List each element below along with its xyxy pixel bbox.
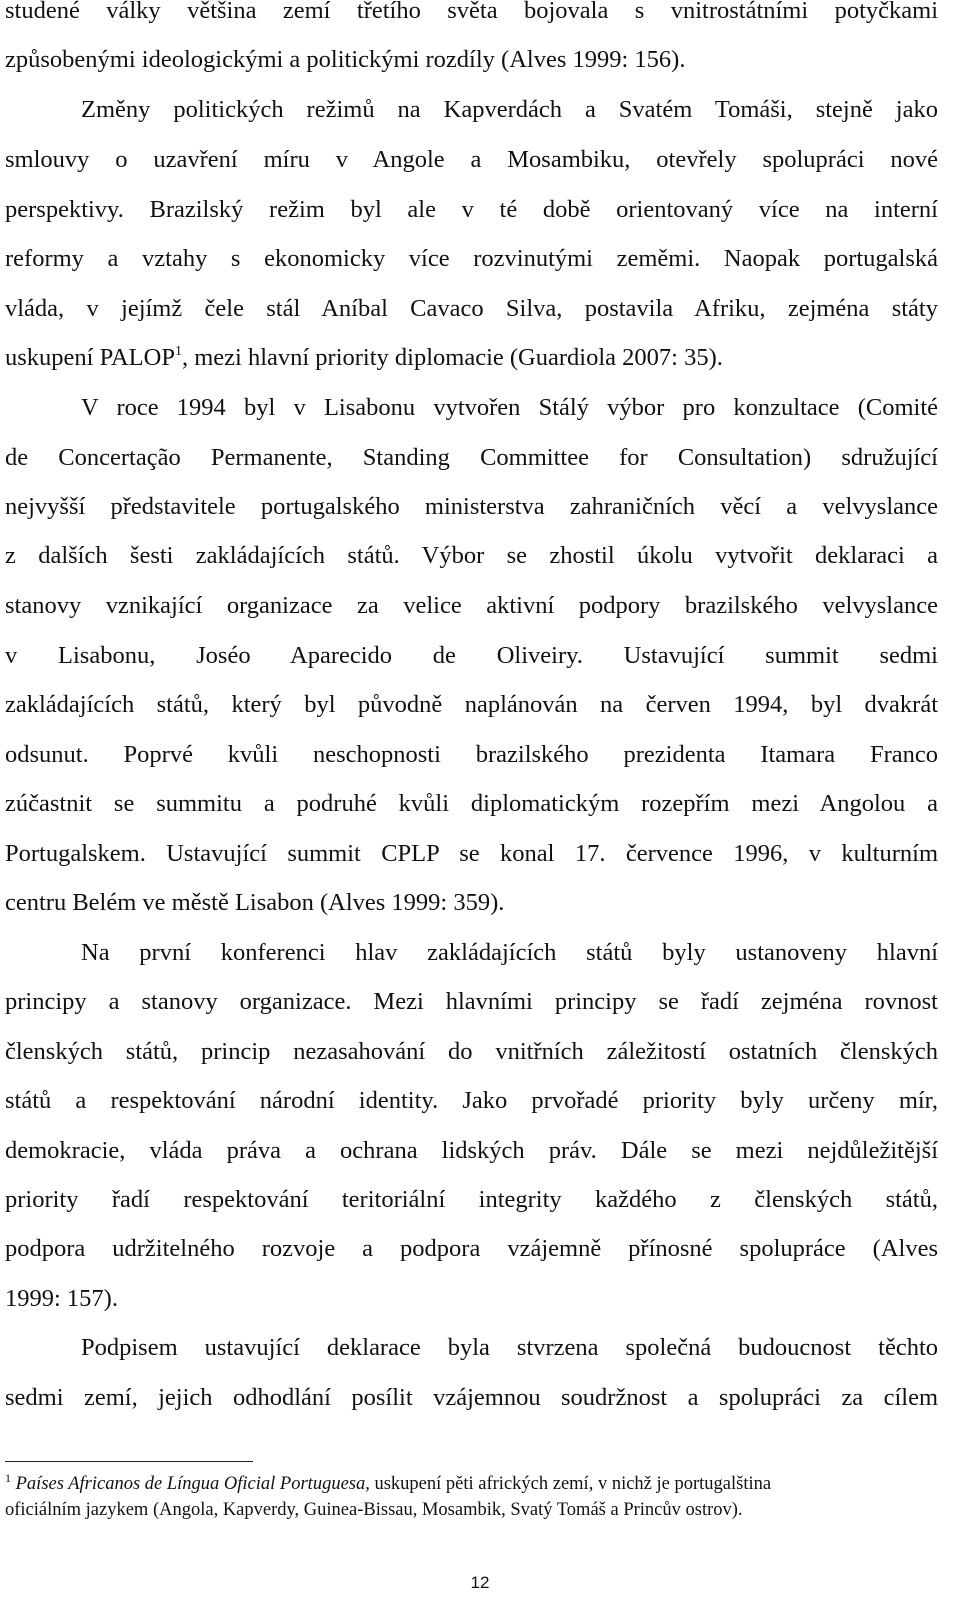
body-text-line: odsunut. Poprvé kvůli neschopnosti brazilského prezidenta Itamara Franco: [5, 741, 938, 768]
body-text-line: smlouvy o uzavření míru v Angole a Mosambiku, otevřely spolupráci nové: [5, 146, 938, 173]
body-text-line: stanovy vznikající organizace za velice aktivní podpory brazilského velvyslance: [5, 592, 938, 619]
body-text-line: Podpisem ustavující deklarace byla stvrzena společná budoucnost těchto: [81, 1334, 938, 1361]
body-text-line: podpora udržitelného rozvoje a podpora vzájemně přínosné spolupráce (Alves: [5, 1235, 938, 1262]
body-text-line: studené války většina zemí třetího světa bojovala s vnitrostátními potyčkami: [5, 0, 938, 24]
footnote-separator: [5, 1461, 253, 1462]
body-text-line: priority řadí respektování teritoriální integrity každého z členských států,: [5, 1186, 938, 1213]
body-text-line: nejvyšší představitele portugalského ministerstva zahraničních věcí a velvyslance: [5, 493, 938, 520]
footnote-line: oficiálním jazykem (Angola, Kapverdy, Guinea-Bissau, Mosambik, Svatý Tomáš a Princův ostrov).: [5, 1500, 743, 1520]
body-text-line: centru Belém ve městě Lisabon (Alves 1999: 359).: [5, 889, 505, 916]
footnote-text: , uskupení pěti afrických zemí, v nichž je portugalština: [365, 1474, 772, 1494]
body-text-line: de Concertação Permanente, Standing Committee for Consultation) sdružující: [5, 444, 938, 471]
page-number: 12: [470, 1573, 490, 1592]
body-text-line: států a respektování národní identity. Jako prvořadé priority byly určeny mír,: [5, 1087, 938, 1114]
footnote-term: Países Africanos de Língua Oficial Portuguesa: [15, 1474, 366, 1494]
palop-text: uskupení PALOP: [5, 344, 175, 371]
body-text-line: V roce 1994 byl v Lisabonu vytvořen Stálý výbor pro konzultace (Comité: [81, 394, 938, 421]
body-text-line: Na první konferenci hlav zakládajících států byly ustanoveny hlavní: [81, 939, 938, 966]
body-text-line: v Lisabonu, Joséo Aparecido de Oliveiry. Ustavující summit sedmi: [5, 642, 938, 669]
body-text-line: Změny politických režimů na Kapverdách a Svatém Tomáši, stejně jako: [81, 96, 938, 123]
body-text-line: principy a stanovy organizace. Mezi hlavními principy se řadí zejména rovnost: [5, 988, 938, 1015]
footnote-marker: 1: [5, 1471, 11, 1485]
body-text-line: reformy a vztahy s ekonomicky více rozvinutými zeměmi. Naopak portugalská: [5, 245, 938, 272]
body-text-line: členských států, princip nezasahování do vnitřních záležitostí ostatních členských: [5, 1038, 938, 1065]
footnote-reference[interactable]: 1: [174, 344, 182, 359]
body-text-line: demokracie, vláda práva a ochrana lidských práv. Dále se mezi nejdůležitější: [5, 1137, 938, 1164]
footnote-line: [5, 1473, 771, 1495]
body-text-line: Portugalskem. Ustavující summit CPLP se konal 17. července 1996, v kulturním: [5, 840, 938, 867]
body-text-line: zakládajících států, který byl původně naplánován na červen 1994, byl dvakrát: [5, 691, 938, 718]
body-text-line: perspektivy. Brazilský režim byl ale v té době orientovaný více na interní: [5, 196, 938, 223]
body-text-line: z dalších šesti zakládajících států. Výbor se zhostil úkolu vytvořit deklaraci a: [5, 542, 938, 569]
body-text-line: způsobenými ideologickými a politickými rozdíly (Alves 1999: 156).: [5, 46, 686, 73]
body-text-line: sedmi zemí, jejich odhodlání posílit vzájemnou soudržnost a spolupráci za cílem: [5, 1384, 938, 1411]
body-text-line-with-footnote: [5, 343, 938, 373]
body-text-line: 1999: 157).: [5, 1285, 118, 1312]
body-text-line: zúčastnit se summitu a podruhé kvůli diplomatickým rozepřím mezi Angolou a: [5, 790, 938, 817]
palop-text-rest: , mezi hlavní priority diplomacie (Guardiola 2007: 35).: [181, 344, 723, 371]
body-text-line: vláda, v jejímž čele stál Aníbal Cavaco Silva, postavila Afriku, zejména státy: [5, 295, 938, 322]
